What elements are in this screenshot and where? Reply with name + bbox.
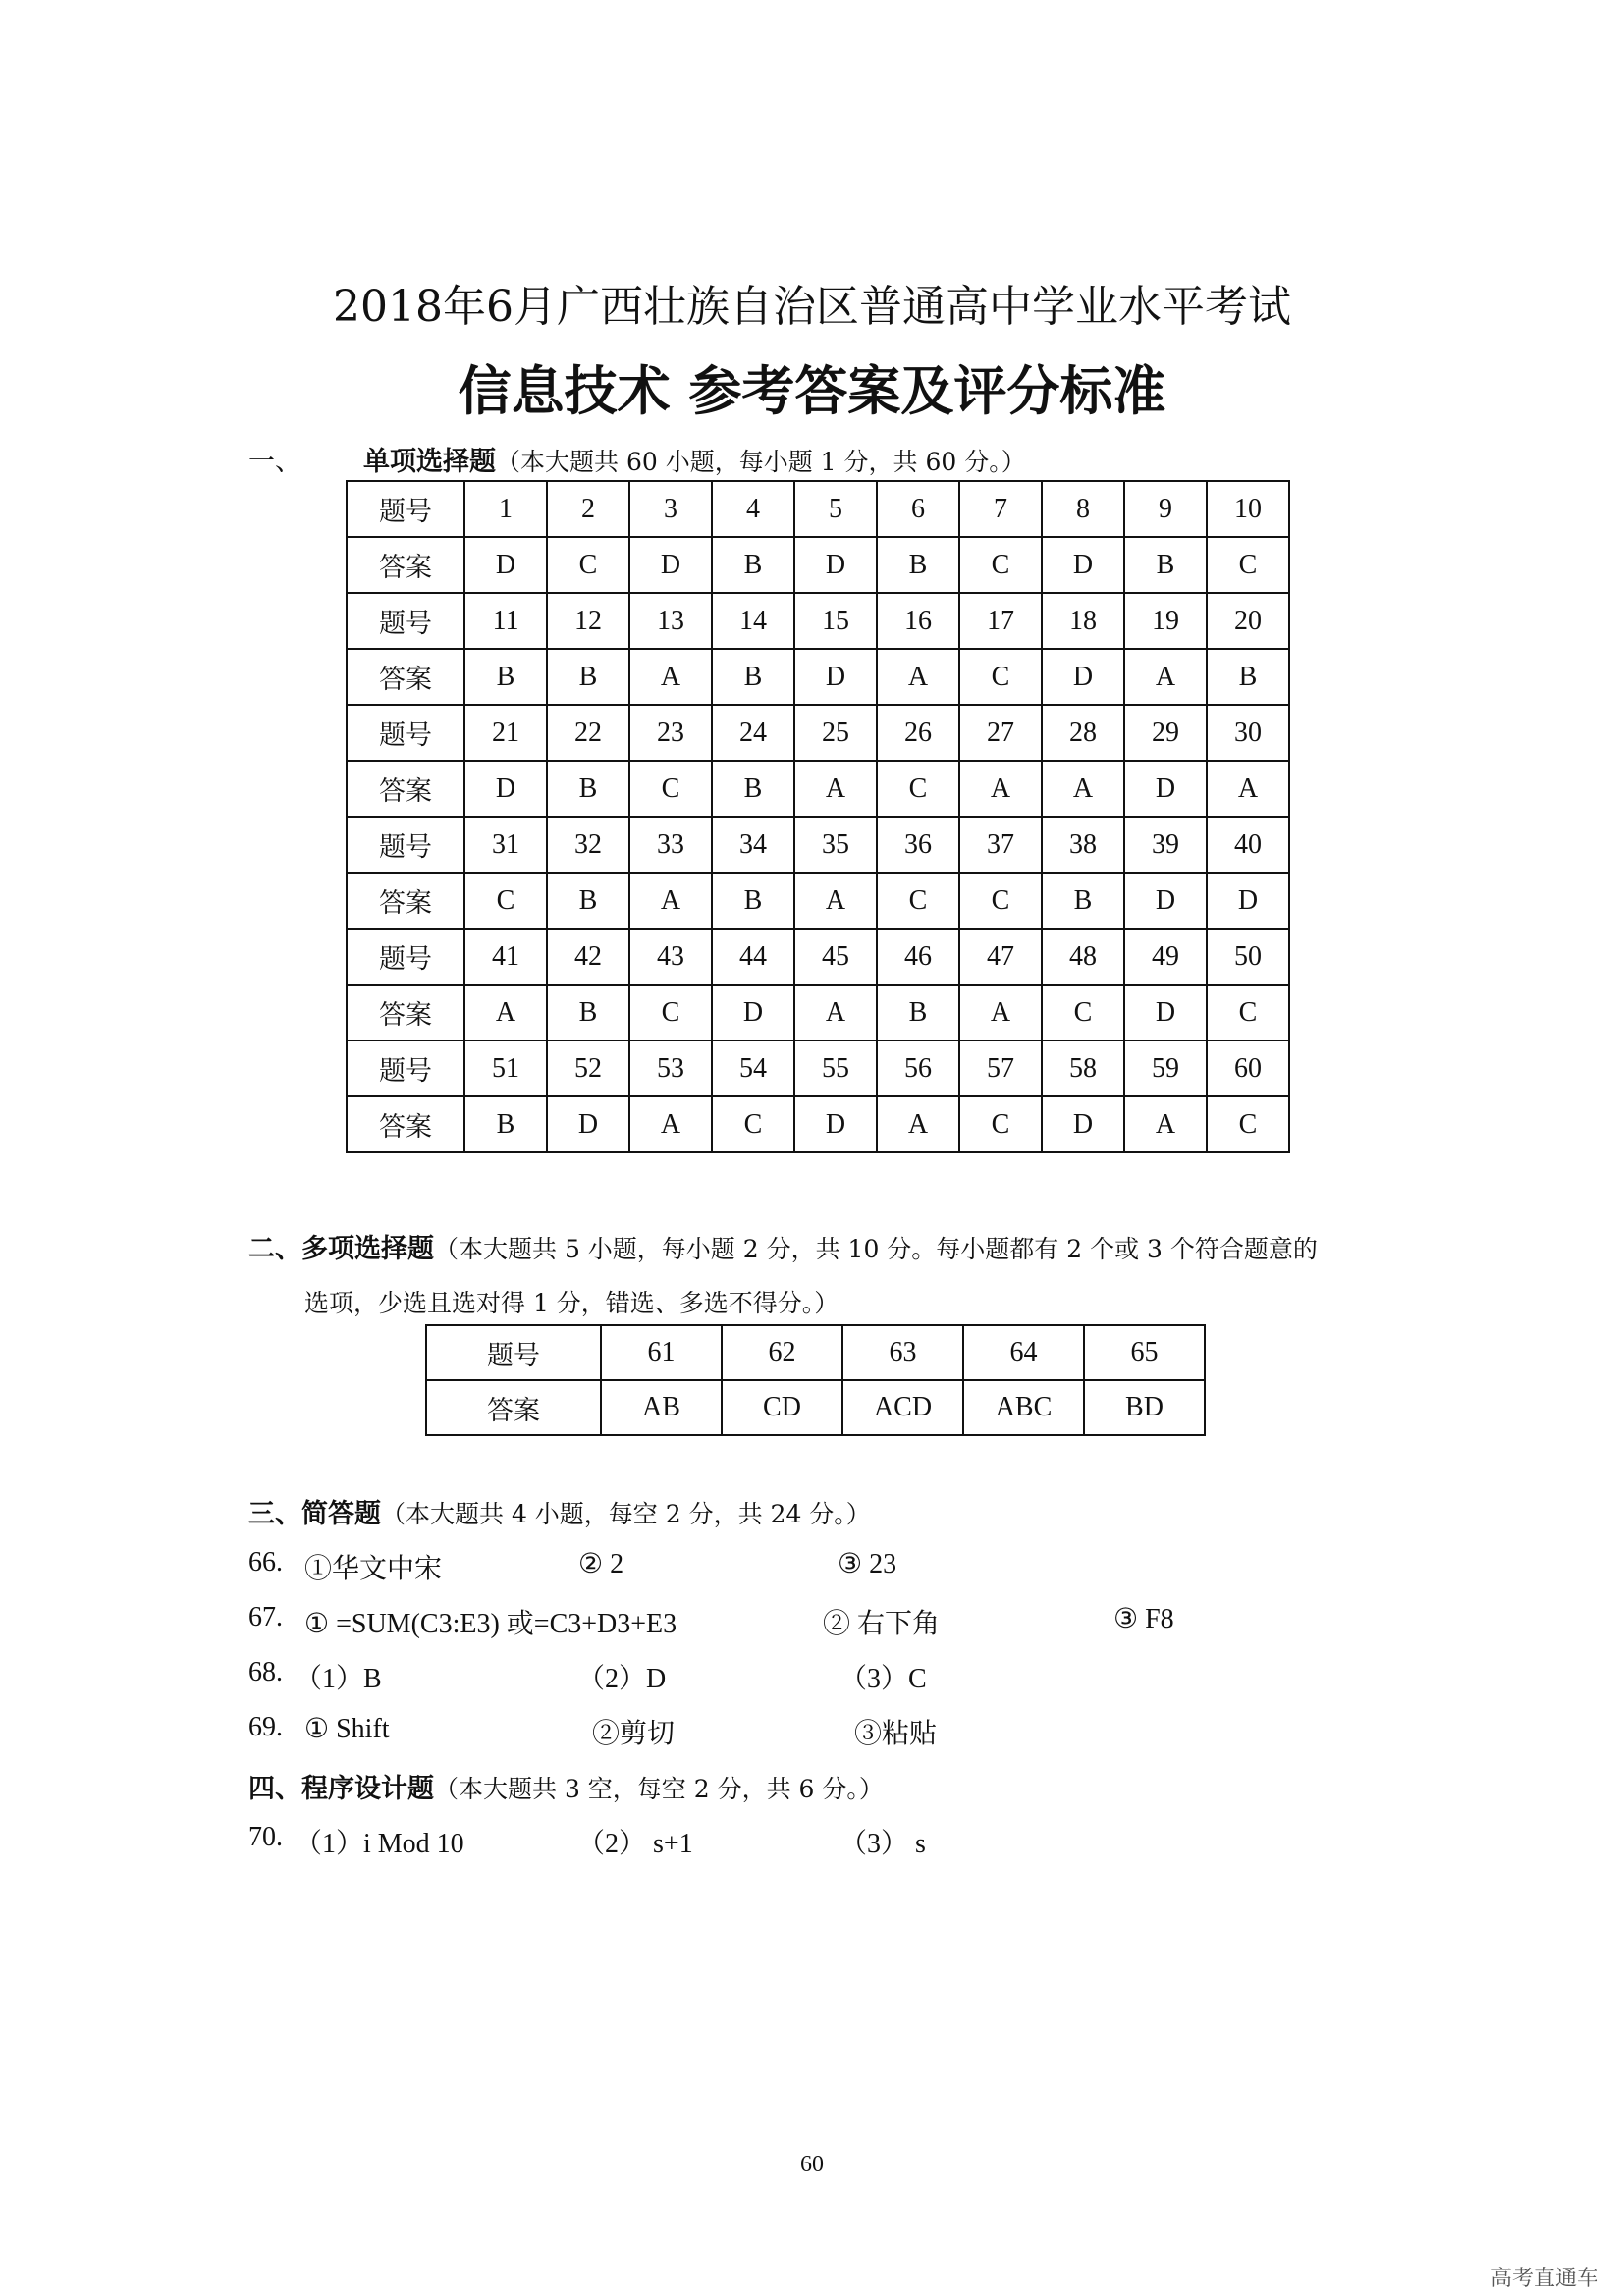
row-label-answer: 答案 [347, 1096, 464, 1152]
section1-name: 单项选择题 [363, 447, 496, 477]
question-number: 46 [877, 929, 959, 985]
question-number: 27 [959, 705, 1042, 761]
row-label-answer: 答案 [347, 985, 464, 1041]
answer-cell: BD [1084, 1380, 1205, 1435]
answer-cell: C [629, 761, 712, 817]
table-row-answer [347, 985, 1289, 1041]
answer-cell: D [464, 537, 547, 593]
answer-cell: B [1042, 873, 1124, 929]
question-number: 54 [712, 1041, 794, 1096]
answer-cell: D [464, 761, 547, 817]
answer-cell: A [464, 985, 547, 1041]
answer-cell: A [629, 1096, 712, 1152]
question-number: 36 [877, 817, 959, 873]
answer-cell: C [464, 873, 547, 929]
section2-number: 二、 [248, 1234, 301, 1264]
row-label-answer: 答案 [347, 649, 464, 705]
section2-heading [248, 1227, 1318, 1265]
item-66-number: 66. [248, 1547, 283, 1577]
table-row-answer [347, 1096, 1289, 1152]
answer-cell: C [1207, 537, 1289, 593]
answer-cell: D [1042, 537, 1124, 593]
document-title: 2018年6月广西壮族自治区普通高中学业水平考试 [333, 282, 1291, 332]
question-number: 31 [464, 817, 547, 873]
question-number: 4 [712, 481, 794, 537]
section4-heading [248, 1767, 884, 1805]
row-label-question: 题号 [426, 1325, 601, 1380]
section1-number: 一、 [248, 447, 301, 477]
question-number: 25 [794, 705, 877, 761]
section3-name: 简答题 [301, 1499, 381, 1529]
question-number: 44 [712, 929, 794, 985]
answer-cell: C [629, 985, 712, 1041]
answer-cell: A [877, 1096, 959, 1152]
table-row-question [347, 705, 1289, 761]
answer-cell: C [1042, 985, 1124, 1041]
question-number: 29 [1124, 705, 1207, 761]
question-number: 57 [959, 1041, 1042, 1096]
answer-cell: D [1207, 873, 1289, 929]
answer-cell: B [464, 649, 547, 705]
question-number: 52 [547, 1041, 629, 1096]
row-label-question: 题号 [347, 593, 464, 649]
answer-cell: A [629, 873, 712, 929]
page-number: 60 [800, 2152, 824, 2177]
table-row-question [347, 593, 1289, 649]
question-number: 47 [959, 929, 1042, 985]
item-67-answer-3: ③ F8 [1113, 1604, 1174, 1634]
row-label-question: 题号 [347, 705, 464, 761]
item-66-answer-3: ③ 23 [838, 1549, 897, 1579]
answer-cell: B [547, 761, 629, 817]
item-68-answer-1: （1）B [295, 1664, 382, 1694]
question-number: 58 [1042, 1041, 1124, 1096]
question-number: 30 [1207, 705, 1289, 761]
answer-cell: AB [601, 1380, 722, 1435]
question-number: 41 [464, 929, 547, 985]
table-row-question [347, 1041, 1289, 1096]
section2-name: 多项选择题 [301, 1234, 434, 1264]
question-number: 20 [1207, 593, 1289, 649]
section1-heading [363, 440, 1026, 478]
table-row-answer [347, 761, 1289, 817]
question-number: 32 [547, 817, 629, 873]
question-number: 34 [712, 817, 794, 873]
answer-cell: D [1042, 1096, 1124, 1152]
question-number: 37 [959, 817, 1042, 873]
question-number: 59 [1124, 1041, 1207, 1096]
answer-cell: A [1124, 649, 1207, 705]
question-number: 11 [464, 593, 547, 649]
question-number: 48 [1042, 929, 1124, 985]
answer-cell: D [1124, 873, 1207, 929]
item-69-answer-1: ① Shift [304, 1714, 390, 1744]
question-number: 49 [1124, 929, 1207, 985]
answer-cell: C [877, 761, 959, 817]
single-choice-answer-table [346, 480, 1290, 1153]
answer-cell: C [712, 1096, 794, 1152]
row-label-answer: 答案 [347, 761, 464, 817]
question-number: 14 [712, 593, 794, 649]
row-label-question: 题号 [347, 817, 464, 873]
question-number: 19 [1124, 593, 1207, 649]
question-number: 35 [794, 817, 877, 873]
answer-cell: B [464, 1096, 547, 1152]
answer-cell: B [877, 537, 959, 593]
question-number: 42 [547, 929, 629, 985]
item-69-answer-2: ②剪切 [592, 1719, 676, 1749]
watermark: 高考直通车 [1490, 2267, 1599, 2291]
item-68-number: 68. [248, 1657, 283, 1687]
answer-cell: D [794, 537, 877, 593]
table-row-answer [347, 537, 1289, 593]
answer-cell: D [629, 537, 712, 593]
answer-cell: D [1124, 761, 1207, 817]
answer-cell: B [712, 761, 794, 817]
item-69-answer-3: ③粘贴 [854, 1719, 938, 1749]
item-66-answer-2: ② 2 [578, 1549, 624, 1579]
table-row-answer [347, 873, 1289, 929]
question-number: 2 [547, 481, 629, 537]
item-70-answer-1: （1）i Mod 10 [295, 1829, 464, 1859]
question-number: 64 [963, 1325, 1084, 1380]
question-number: 16 [877, 593, 959, 649]
item-69-number: 69. [248, 1712, 283, 1742]
item-70-answer-2: （2） s+1 [577, 1829, 693, 1859]
answer-cell: D [1124, 985, 1207, 1041]
table-row-question [347, 481, 1289, 537]
answer-cell: ABC [963, 1380, 1084, 1435]
answer-cell: B [712, 649, 794, 705]
row-label-question: 题号 [347, 481, 464, 537]
question-number: 60 [1207, 1041, 1289, 1096]
answer-cell: A [794, 985, 877, 1041]
answer-cell: C [877, 873, 959, 929]
answer-cell: C [959, 649, 1042, 705]
answer-cell: CD [722, 1380, 842, 1435]
table-row-question [426, 1325, 1205, 1380]
question-number: 5 [794, 481, 877, 537]
item-70-answer-3: （3） s [839, 1829, 926, 1859]
question-number: 3 [629, 481, 712, 537]
question-number: 51 [464, 1041, 547, 1096]
question-number: 50 [1207, 929, 1289, 985]
question-number: 21 [464, 705, 547, 761]
question-number: 24 [712, 705, 794, 761]
item-70-number: 70. [248, 1822, 283, 1852]
question-number: 12 [547, 593, 629, 649]
row-label-answer: 答案 [347, 537, 464, 593]
row-label-answer: 答案 [426, 1380, 601, 1435]
row-label-question: 题号 [347, 929, 464, 985]
question-number: 9 [1124, 481, 1207, 537]
question-number: 56 [877, 1041, 959, 1096]
question-number: 28 [1042, 705, 1124, 761]
question-number: 8 [1042, 481, 1124, 537]
table-row-question [347, 817, 1289, 873]
answer-cell: C [1207, 1096, 1289, 1152]
question-number: 15 [794, 593, 877, 649]
answer-cell: A [959, 761, 1042, 817]
question-number: 62 [722, 1325, 842, 1380]
answer-cell: A [794, 873, 877, 929]
question-number: 26 [877, 705, 959, 761]
answer-cell: D [794, 1096, 877, 1152]
section3-number: 三、 [248, 1499, 301, 1529]
answer-cell: C [1207, 985, 1289, 1041]
answer-cell: C [547, 537, 629, 593]
question-number: 45 [794, 929, 877, 985]
table-row-question [347, 929, 1289, 985]
question-number: 40 [1207, 817, 1289, 873]
answer-cell: A [959, 985, 1042, 1041]
item-67-answer-1: ① =SUM(C3:E3) 或=C3+D3+E3 [304, 1609, 677, 1639]
answer-cell: B [877, 985, 959, 1041]
document-subtitle: 信息技术 参考答案及评分标准 [458, 360, 1166, 422]
answer-cell: B [547, 873, 629, 929]
answer-cell: B [1124, 537, 1207, 593]
multi-choice-answer-table [425, 1324, 1206, 1436]
answer-cell: B [712, 873, 794, 929]
question-number: 23 [629, 705, 712, 761]
question-number: 17 [959, 593, 1042, 649]
question-number: 10 [1207, 481, 1289, 537]
question-number: 38 [1042, 817, 1124, 873]
section1-note: （本大题共 60 小题，每小题 1 分，共 60 分。） [496, 448, 1026, 476]
question-number: 55 [794, 1041, 877, 1096]
question-number: 7 [959, 481, 1042, 537]
question-number: 63 [842, 1325, 963, 1380]
answer-cell: B [712, 537, 794, 593]
item-68-answer-2: （2）D [577, 1664, 667, 1694]
question-number: 43 [629, 929, 712, 985]
section2-note-line2: 选项，少选且选对得 1 分，错选、多选不得分。） [304, 1289, 839, 1317]
section2-note-line1: （本大题共 5 小题，每小题 2 分，共 10 分。每小题都有 2 个或 3 个符合题意的 [434, 1235, 1318, 1263]
question-number: 61 [601, 1325, 722, 1380]
section3-note: （本大题共 4 小题，每空 2 分，共 24 分。） [381, 1500, 871, 1528]
answer-cell: D [712, 985, 794, 1041]
item-66-answer-1: ①华文中宋 [304, 1554, 443, 1584]
section3-heading [248, 1492, 871, 1530]
section4-number: 四、 [248, 1774, 301, 1804]
item-67-answer-2: ② 右下角 [823, 1609, 941, 1639]
answer-cell: C [959, 537, 1042, 593]
question-number: 18 [1042, 593, 1124, 649]
answer-cell: B [1207, 649, 1289, 705]
question-number: 6 [877, 481, 959, 537]
item-68-answer-3: （3）C [839, 1664, 927, 1694]
item-67-number: 67. [248, 1602, 283, 1632]
answer-cell: A [794, 761, 877, 817]
section4-name: 程序设计题 [301, 1774, 434, 1804]
row-label-answer: 答案 [347, 873, 464, 929]
row-label-question: 题号 [347, 1041, 464, 1096]
table-row-answer [347, 649, 1289, 705]
answer-cell: A [1124, 1096, 1207, 1152]
answer-cell: ACD [842, 1380, 963, 1435]
table-row-answer [426, 1380, 1205, 1435]
answer-cell: D [794, 649, 877, 705]
question-number: 33 [629, 817, 712, 873]
question-number: 22 [547, 705, 629, 761]
answer-cell: C [959, 873, 1042, 929]
answer-cell: A [629, 649, 712, 705]
question-number: 53 [629, 1041, 712, 1096]
answer-cell: C [959, 1096, 1042, 1152]
question-number: 65 [1084, 1325, 1205, 1380]
answer-cell: B [547, 649, 629, 705]
question-number: 39 [1124, 817, 1207, 873]
answer-cell: D [547, 1096, 629, 1152]
answer-cell: A [877, 649, 959, 705]
section4-note: （本大题共 3 空，每空 2 分，共 6 分。） [434, 1775, 884, 1803]
question-number: 13 [629, 593, 712, 649]
answer-cell: B [547, 985, 629, 1041]
answer-cell: A [1207, 761, 1289, 817]
question-number: 1 [464, 481, 547, 537]
answer-cell: A [1042, 761, 1124, 817]
answer-cell: D [1042, 649, 1124, 705]
